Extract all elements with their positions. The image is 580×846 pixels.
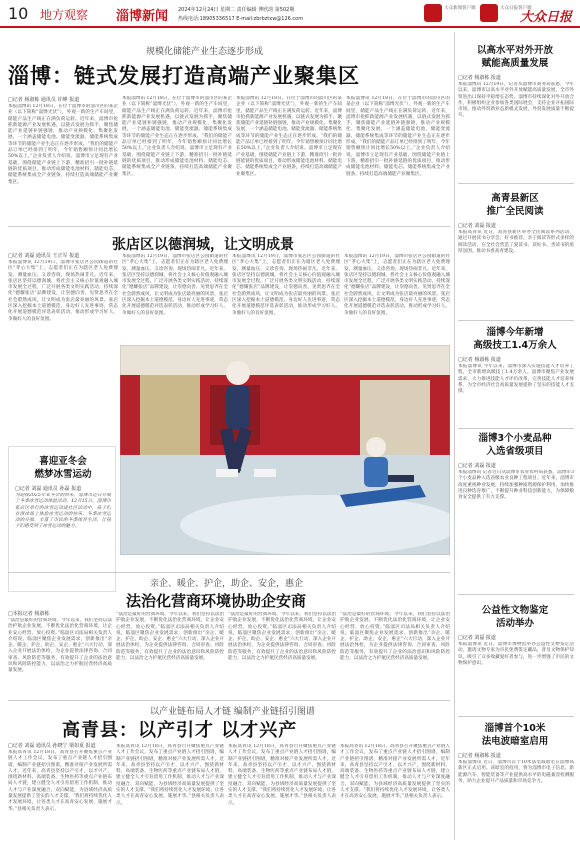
bottom-body: 本报高青讯 12月18日，高青县召开聚焦重点产业链人才工作会议，发布了重点产业链人才招引图谱，编制产业链招引图谱，精准对接产业发展所需人才。近年来，高青县坚持以产引才、以才兴产，围绕新材料、高端装备、生物医药等重点产业链布局人才链，建立健全人才引育留用工作机制，推动人才与产业深度融合、双向赋能，为县域经济高质量发展提供了坚实的人才支撑。“我们将持续优化人才发展环境，让各类人才在高青安心发展、施展才华。”县相关负责人表示。: [8, 750, 112, 812]
lead-subtitle: 规模化储能产业生态逐步形成: [146, 47, 264, 57]
divider: [8, 700, 450, 701]
bottom-body-col3: 本报高青讯 12月18日，高青县召开聚焦重点产业链人才工作会议，发布了重点产业链人才招引图谱，编制产业链招引图谱，精准对接产业发展所需人才。近年来，高青县坚持以产引才、以才兴产，围绕新材料、高端装备、生物医药等重点产业链布局人才链，建立健全人才引育留用工作机制，推动人才与产业深度融合、双向赋能，为县域经济高质量发展提供了坚实的人才支撑。“我们将持续优化人才发展环境，让各类人才在高青安心发展、施展才华。”县相关负责人表示。: [228, 744, 336, 806]
lead-body-col2: 本报淄博讯 12月18日，在位于淄博市的淄川区的某企业（以下简称“淄博光伏”），外观一新的生产车间里，储能产品生产线正在满负荷运转。近年来，淄博市抢抓新能源产业发展机遇，以链式发展为抓手，聚焦储能产业延链补链强链，推动产业规模化、集聚化发展，一个涵盖储能电池、储能变流器、储能系统集成等环节的储能产业生态正在逐步形成。“我们的储能产品订单已经排到了明年，今年销售额预计同比增长50%以上。”企业负责人介绍说。淄博市立足现有产业基础，围绕储能产业链上下游，精准招引一批补链延链的优质项目，推动形成储能电池材料、储能电芯、储能系统集成全产业链条，持续打造高端储能产业聚集区。: [122, 96, 232, 177]
brand-name: 淄博新闻: [116, 9, 169, 24]
lead-body-col4: 本报淄博讯 12月18日，在位于淄博市的淄川区的某企业（以下简称“淄博光伏”），外观一新的生产车间里，储能产品生产线正在满负荷运转。近年来，淄博市抢抓新能源产业发展机遇，以链式发展为抓手，聚焦储能产业延链补链强链，推动产业规模化、集聚化发展，一个涵盖储能电池、储能变流器、储能系统集成等环节的储能产业生态正在逐步形成。“我们的储能产品订单已经排到了明年，今年销售额预计同比增长50%以上。”企业负责人介绍说。淄博市立足现有产业基础，围绕储能产业链上下游，精准招引一批补链延链的优质项目，推动形成储能电池材料、储能电芯、储能系统集成全产业链条，持续打造高端储能产业聚集区。: [346, 96, 450, 177]
contact-line: 热线电话:18905336517 E-mail:zbrbztxw@126.com: [178, 16, 304, 22]
right-story-2-byline: □记者 刘磊 报道: [458, 223, 496, 229]
qr2-label: 大众日报客户端: [500, 6, 532, 11]
right-story-6-byline: □记者 杨淑栋 报道: [458, 753, 501, 759]
middle-body-col3: 本报淄博讯 12月19日，淄博市张店区公园街道的社区“孝心大集”上，志愿者们正在为辖区老人免费理发、测量血压、义诊咨询，现场热闹非凡。近年来，张店区坚持以德润城，将社会主义核心价值观融入城市发展全过程，广泛开展各类文明实践活动，持续深化“德耀张店”品牌建设，让崇德向善、见贤思齐在全社会蔚然成风，让文明成为张店最亮丽的风景。张店区深入挖掘本土道德模范、身边好人先进事迹，常态化开展道德模范评选表彰活动，推动形成学习好人、争做好人的良好氛围。: [232, 254, 340, 316]
right-story-1-title: 以高水平对外开放 赋能高质量发展: [476, 45, 553, 69]
divider: [8, 572, 450, 573]
divider: [458, 716, 574, 717]
lead-body: 本报淄博讯 12月18日，在位于淄博市的淄川区的某企业（以下简称“淄博光伏”），外观一新的生产车间里，储能产品生产线正在满负荷运转。近年来，淄博市抢抓新能源产业发展机遇，以链式发展为抓手，聚焦储能产业延链补链强链，推动产业规模化、集聚化发展，一个涵盖储能电池、储能变流器、储能系统集成等环节的储能产业生态正在逐步形成。“我们的储能产品订单已经排到了明年，今年销售额预计同比增长50%以上。”企业负责人介绍说。淄博市立足现有产业基础，围绕储能产业链上下游，精准招引一批补链延链的优质项目，推动形成储能电池材料、储能电芯、储能系统集成全产业链条，持续打造高端储能产业聚集区。: [8, 104, 118, 185]
sidebar-story-title: 喜迎亚冬会 燃梦冰雪运动: [34, 456, 92, 480]
bottom-headline: 高青县：以产引才 以才兴产: [62, 720, 298, 741]
right-story-3-byline: □记者 杨淑栋 报道: [458, 357, 501, 363]
bottom-subtitle: 以产业链布局人才链 编制产业链招引图谱: [150, 707, 315, 717]
law-body: “法治是最好的营商环境，今年以来，我们坚持以法治护航企业发展，不断优化法治化营商环境，让企业安心经营、放心投资。”临淄区司法局相关负责人介绍说。临淄区聚焦企业发展需求，创新推出“亲企、暖企、护企、助企、安企、惠企”六大行动，深入企业开展法治体检，为企业提供法律咨询、合同审查、风险防范等服务，有效提升了企业的法治意识和风险防控能力，以法治之力护航民营经济高质量发展。: [8, 618, 112, 674]
divider: [458, 428, 574, 429]
right-story-3-title: 淄博今年新增 高级技工1.4万余人: [473, 327, 557, 351]
right-story-4-body: 本报淄博讯 记者近日从淄博市农业农村局获悉，淄博市3个小麦品种入选省级农业良种工程项目。近年来，淄博市高度重视种业发展，持续加强种质资源保护利用，加快推进良种选育推广，不断提升种业科技创新能力，为保障粮食安全提供了有力支撑。: [458, 470, 574, 501]
lead-headline: 淄博：链式发展打造高端产业聚集区: [8, 64, 360, 88]
right-story-5-body: 本报淄博讯 近日，淄博市博物馆举办公益性文物鉴定活动，邀请文物专家为市民免费鉴定藏品，普及文物保护知识，吸引了众多收藏爱好者参与，进一步增强了市民的文物保护意识。: [458, 642, 574, 666]
right-story-2-title: 高青县新区 推广全民阅读: [486, 193, 544, 217]
sidebar-story-byline: □记者 刘磊 通讯员 孙磊 报道: [15, 486, 82, 492]
skating-photo: [120, 345, 450, 555]
bottom-byline: □记者 刘磊 通讯员 孙晓宁 梁如夏 报道: [8, 743, 96, 749]
right-story-6-title: 淄博首个10米 法电波暗室启用: [481, 723, 549, 747]
right-story-1-byline: □记者 杨淑栋 报道: [458, 75, 501, 81]
date-line: 2024年12月24日 星期二 责任编辑 博欣韵 第502期: [178, 7, 295, 13]
qr1-label: 大众新闻客户端: [444, 6, 476, 11]
law-subtitle: 亲企、暖企、护企，助企、安企，惠企: [150, 579, 304, 589]
middle-body-col4: 本报淄博讯 12月19日，淄博市张店区公园街道的社区“孝心大集”上，志愿者们正在为辖区老人免费理发、测量血压、义诊咨询，现场热闹非凡。近年来，张店区坚持以德润城，将社会主义核心价值观融入城市发展全过程，广泛开展各类文明实践活动，持续深化“德耀张店”品牌建设，让崇德向善、见贤思齐在全社会蔚然成风，让文明成为张店最亮丽的风景。张店区深入挖掘本土道德模范、身边好人先进事迹，常态化开展道德模范评选表彰活动，推动形成学习好人、争做好人的良好氛围。: [344, 254, 450, 316]
lead-body-col3: 本报淄博讯 12月18日，在位于淄博市的淄川区的某企业（以下简称“淄博光伏”），外观一新的生产车间里，储能产品生产线正在满负荷运转。近年来，淄博市抢抓新能源产业发展机遇，以链式发展为抓手，聚焦储能产业延链补链强链，推动产业规模化、集聚化发展，一个涵盖储能电池、储能变流器、储能系统集成等环节的储能产业生态正在逐步形成。“我们的储能产品订单已经排到了明年，今年销售额预计同比增长50%以上。”企业负责人介绍说。淄博市立足现有产业基础，围绕储能产业链上下游，精准招引一批补链延链的优质项目，推动形成储能电池材料、储能电芯、储能系统集成全产业链条，持续打造高端储能产业聚集区。: [236, 96, 342, 177]
law-body-col4: “法治是最好的营商环境，今年以来，我们坚持以法治护航企业发展，不断优化法治化营商环境，让企业安心经营、放心投资。”临淄区司法局相关负责人介绍说。临淄区聚焦企业发展需求，创新推出“亲企、暖企、护企、助企、安企、惠企”六大行动，深入企业开展法治体检，为企业提供法律咨询、合同审查、风险防范等服务，有效提升了企业的法治意识和风险防控能力，以法治之力护航民营经济高质量发展。: [340, 612, 450, 662]
bottom-body-col2: 本报高青讯 12月18日，高青县召开聚焦重点产业链人才工作会议，发布了重点产业链人才招引图谱，编制产业链招引图谱，精准对接产业发展所需人才。近年来，高青县坚持以产引才、以才兴产，围绕新材料、高端装备、生物医药等重点产业链布局人才链，建立健全人才引育留用工作机制，推动人才与产业深度融合、双向赋能，为县域经济高质量发展提供了坚实的人才支撑。“我们将持续优化人才发展环境，让各类人才在高青安心发展、施展才华。”县相关负责人表示。: [116, 744, 224, 806]
right-story-1-body: 本报淄博讯 12月19日，记者从淄博市商务局获悉，今年以来，淄博市以高水平对外开放赋能高质量发展，全市外贸进出口保持平稳增长态势。淄博市持续深化对外开放合作，积极组织企业参加各类国际展会，支持企业开拓国际市场，推动外贸新业态新模式发展，外贸发展质量不断提升。: [458, 82, 574, 119]
right-story-6-body: 本报淄博讯 近日，淄博市首个10米法电波暗室在淄博高新区正式启用。该暗室的投用，将为淄博市电子信息、新能源汽车、智能装备等产业提供高水平的电磁兼容检测服务，助力企业提升产品质量和市场竞争力。: [458, 760, 574, 784]
right-story-3-body: 本报淄博讯 今年以来，淄博市深入实施技能人才培养工程，全市新增高级技工1.4万余人。淄博市聚焦产业发展需求，大力推进技能人才评价改革，完善技能人才培养体系，为全市经济社会高质量发展提供了坚实的技能人才支撑。: [458, 364, 574, 395]
newspaper-logo: 大众日报: [519, 10, 572, 25]
divider: [458, 594, 574, 595]
qr-code-icon: [480, 4, 498, 22]
middle-body: 本报淄博讯 12月19日，淄博市张店区公园街道的社区“孝心大集”上，志愿者们正在为辖区老人免费理发、测量血压、义诊咨询，现场热闹非凡。近年来，张店区坚持以德润城，将社会主义核心价值观融入城市发展全过程，广泛开展各类文明实践活动，持续深化“德耀张店”品牌建设，让崇德向善、见贤思齐在全社会蔚然成风，让文明成为张店最亮丽的风景。张店区深入挖掘本土道德模范、身边好人先进事迹，常态化开展道德模范评选表彰活动，推动形成学习好人、争做好人的良好氛围。: [8, 260, 118, 322]
middle-byline: □记者 刘磊 通讯员 王正军 报道: [8, 253, 80, 259]
sidebar-story-box: [8, 446, 116, 592]
bottom-body-col4: 本报高青讯 12月18日，高青县召开聚焦重点产业链人才工作会议，发布了重点产业链人才招引图谱，编制产业链招引图谱，精准对接产业发展所需人才。近年来，高青县坚持以产引才、以才兴产，围绕新材料、高端装备、生物医药等重点产业链布局人才链，建立健全人才引育留用工作机制，推动人才与产业深度融合、双向赋能，为县域经济高质量发展提供了坚实的人才支撑。“我们将持续优化人才发展环境，让各类人才在高青安心发展、施展才华。”县相关负责人表示。: [340, 744, 450, 800]
sidebar-story-body: 为迎接2025年亚冬会的到来，淄博市近日开展了冬季冰雪运动体验活动，12月15日，淄博市张店区举行的冰雪运动进社区活动中，孩子们在滑冰场上体验冰雪运动的快乐。冬季冰雪运动的开展，丰富了市民的冬季体育生活，让孩子们感受到了冰雪运动的魅力。: [15, 493, 111, 530]
page-number: 10: [8, 4, 29, 23]
law-byline: □本报记者 杨淑栋: [8, 611, 50, 617]
right-story-5-byline: □记者 刘磊 报道: [458, 635, 496, 641]
divider: [8, 226, 450, 227]
right-story-4-title: 淄博3个小麦品种 入选省级项目: [478, 433, 552, 457]
right-story-4-byline: □记者 刘磊 报道: [458, 463, 496, 469]
law-headline: 法治化营商环境协助企安商: [126, 592, 307, 610]
middle-headline: 张店区以德润城，让文明成景: [112, 237, 294, 253]
page-header: [0, 0, 580, 28]
right-story-5-title: 公益性文物鉴定 活动举办: [481, 605, 549, 629]
section-name: 地方观察: [40, 8, 89, 22]
divider: [458, 183, 574, 184]
qr-code-icon: [424, 4, 442, 22]
law-body-col2: “法治是最好的营商环境，今年以来，我们坚持以法治护航企业发展，不断优化法治化营商环境，让企业安心经营、放心投资。”临淄区司法局相关负责人介绍说。临淄区聚焦企业发展需求，创新推出“亲企、暖企、护企、助企、安企、惠企”六大行动，深入企业开展法治体检，为企业提供法律咨询、合同审查、风险防范等服务，有效提升了企业的法治意识和风险防控能力，以法治之力护航民营经济高质量发展。: [116, 612, 224, 662]
divider: [458, 320, 574, 321]
middle-body-col2: 本报淄博讯 12月19日，淄博市张店区公园街道的社区“孝心大集”上，志愿者们正在为辖区老人免费理发、测量血压、义诊咨询，现场热闹非凡。近年来，张店区坚持以德润城，将社会主义核心价值观融入城市发展全过程，广泛开展各类文明实践活动，持续深化“德耀张店”品牌建设，让崇德向善、见贤思齐在全社会蔚然成风，让文明成为张店最亮丽的风景。张店区深入挖掘本土道德模范、身边好人先进事迹，常态化开展道德模范评选表彰活动，推动形成学习好人、争做好人的良好氛围。: [122, 254, 228, 316]
lead-byline: □记者 杨淑栋 通讯员 许峰 报道: [8, 97, 80, 103]
right-story-2-body: 本报高青讯 近日，高青县新区举办全民阅读系列活动，通过开展读书分享会、好书推荐、亲子阅读等形式多样的阅读活动，在全社会营造了爱读书、读好书、善读书的浓厚氛围，推动书香高青建设。: [458, 230, 574, 254]
law-body-col3: “法治是最好的营商环境，今年以来，我们坚持以法治护航企业发展，不断优化法治化营商环境，让企业安心经营、放心投资。”临淄区司法局相关负责人介绍说。临淄区聚焦企业发展需求，创新推出“亲企、暖企、护企、助企、安企、惠企”六大行动，深入企业开展法治体检，为企业提供法律咨询、合同审查、风险防范等服务，有效提升了企业的法治意识和风险防控能力，以法治之力护航民营经济高质量发展。: [228, 612, 336, 662]
